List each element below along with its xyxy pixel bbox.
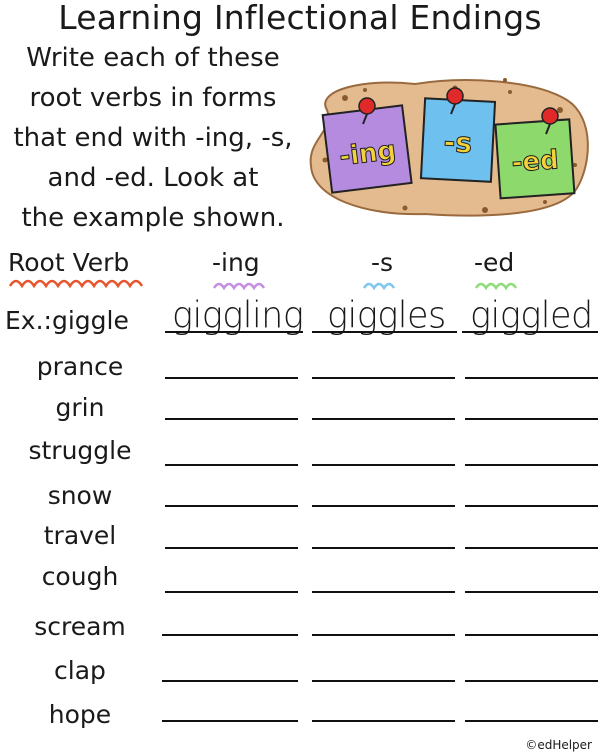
answer-line-s[interactable] xyxy=(312,464,455,466)
header-s: -s xyxy=(371,248,394,277)
answer-line-s[interactable] xyxy=(312,720,455,722)
answer-line-ing[interactable] xyxy=(165,591,298,593)
answer-line-ing[interactable] xyxy=(162,634,298,636)
answer-line-s[interactable] xyxy=(312,418,455,420)
answer-line-ing[interactable] xyxy=(165,377,298,379)
verb-label: cough xyxy=(41,562,119,591)
instructions xyxy=(8,38,298,238)
answer-line-s[interactable] xyxy=(312,377,455,379)
example-label: Ex.:giggle xyxy=(5,306,129,335)
instruction-line: root verbs in forms xyxy=(29,83,277,113)
verb-row xyxy=(0,352,600,392)
answer-line-ing[interactable] xyxy=(162,720,298,722)
answer-line-ed[interactable] xyxy=(465,591,598,593)
ing-squiggle xyxy=(212,280,272,292)
verb-row xyxy=(0,562,600,602)
answer-line-s[interactable] xyxy=(312,680,455,682)
answer-line-ed[interactable] xyxy=(465,634,598,636)
example-ing: giggling xyxy=(172,295,304,337)
verb-row xyxy=(0,521,600,561)
instruction-line: and -ed. Look at xyxy=(47,163,259,193)
answer-line-s[interactable] xyxy=(312,591,455,593)
verb-label: grin xyxy=(55,393,105,422)
s-note-label: -s xyxy=(442,125,473,160)
s-squiggle xyxy=(362,280,402,292)
example-ed: giggled xyxy=(470,295,593,337)
answer-line-ed[interactable] xyxy=(465,505,598,507)
page-title: Learning Inflectional Endings xyxy=(58,0,542,37)
example-line xyxy=(462,331,598,333)
ed-squiggle xyxy=(474,280,519,292)
verb-label: hope xyxy=(48,700,112,729)
verb-row xyxy=(0,656,600,696)
root-squiggle xyxy=(8,276,148,292)
example-line xyxy=(312,331,457,333)
verb-row xyxy=(0,700,600,740)
verb-row xyxy=(0,612,600,652)
answer-line-ing[interactable] xyxy=(162,680,298,682)
ed-note-label: -ed xyxy=(510,145,560,179)
copyright: ©edHelper xyxy=(525,738,592,752)
answer-line-ed[interactable] xyxy=(465,464,598,466)
example-line xyxy=(165,331,303,333)
header-ed: -ed xyxy=(474,248,515,277)
answer-line-s[interactable] xyxy=(312,547,455,549)
instruction-line: Write each of these xyxy=(26,43,280,73)
verb-row xyxy=(0,481,600,521)
answer-line-ed[interactable] xyxy=(465,377,598,379)
verb-label: clap xyxy=(54,656,106,685)
answer-line-ed[interactable] xyxy=(465,418,598,420)
answer-line-s[interactable] xyxy=(312,634,455,636)
corkboard-illustration xyxy=(305,70,595,220)
answer-line-ing[interactable] xyxy=(165,418,298,420)
instruction-line: the example shown. xyxy=(21,203,285,233)
ing-note-label: -ing xyxy=(337,135,398,173)
answer-line-ed[interactable] xyxy=(465,547,598,549)
answer-line-ing[interactable] xyxy=(165,547,298,549)
example-s: giggles xyxy=(327,295,446,337)
verb-row xyxy=(0,436,600,476)
answer-line-s[interactable] xyxy=(312,505,455,507)
verb-label: struggle xyxy=(28,436,132,465)
answer-line-ed[interactable] xyxy=(465,720,598,722)
verb-row xyxy=(0,393,600,433)
header-ing: -ing xyxy=(212,248,260,277)
header-root-verb: Root Verb xyxy=(8,248,130,277)
verb-label: travel xyxy=(43,521,117,550)
answer-line-ed[interactable] xyxy=(465,680,598,682)
instruction-line: that end with -ing, -s, xyxy=(13,123,293,153)
verb-label: snow xyxy=(47,481,113,510)
answer-line-ing[interactable] xyxy=(165,464,298,466)
verb-label: prance xyxy=(36,352,124,381)
verb-label: scream xyxy=(34,612,126,641)
answer-line-ing[interactable] xyxy=(165,505,298,507)
